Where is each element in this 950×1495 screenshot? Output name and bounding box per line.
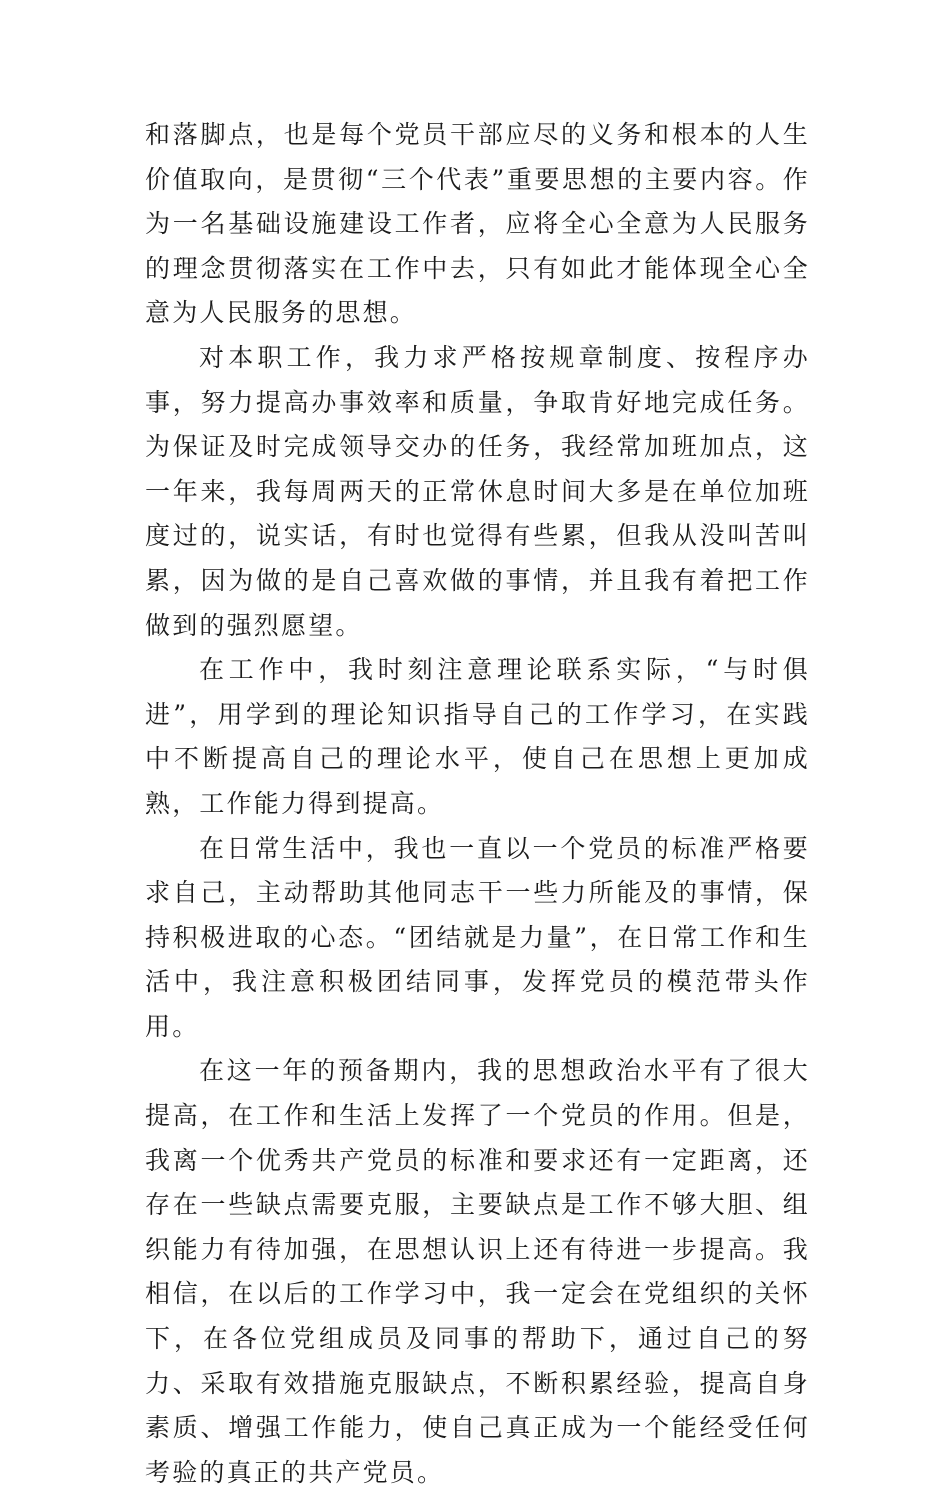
paragraph-daily-life: 在日常生活中，我也一直以一个党员的标准严格要求自己，主动帮助其他同志干一些力所能及的事情，保持积极进取的心态。“团结就是力量”，在日常工作和生活中，我注意积极团结同事，发挥党员的模范带头作用。	[145, 833, 810, 1041]
paragraph-continuation: 和落脚点，也是每个党员干部应尽的义务和根本的人生价值取向，是贯彻“三个代表”重要思想的主要内容。作为一名基础设施建设工作者，应将全心全意为人民服务的理念贯彻落实在工作中去，只有如此才能体现全心全意为人民服务的思想。	[145, 120, 810, 328]
document-body	[145, 113, 810, 1495]
paragraph-summary: 在这一年的预备期内，我的思想政治水平有了很大提高，在工作和生活上发挥了一个党员的作用。但是，我离一个优秀共产党员的标准和要求还有一定距离，还存在一些缺点需要克服，主要缺点是工作不够大胆、组织能力有待加强，在思想认识上还有待进一步提高。我相信，在以后的工作学习中，我一定会在党组织的关怀下，在各位党组成员及同事的帮助下，通过自己的努力、采取有效措施克服缺点，不断积累经验，提高自身素质、增强工作能力，使自己真正成为一个能经受任何考验的真正的共产党员。	[145, 1056, 810, 1487]
paragraph-theory-practice: 在工作中，我时刻注意理论联系实际，“与时俱进”，用学到的理论知识指导自己的工作学习，在实践中不断提高自己的理论水平，使自己在思想上更加成熟，工作能力得到提高。	[145, 655, 810, 818]
paragraph-work-duties: 对本职工作，我力求严格按规章制度、按程序办事，努力提高办事效率和质量，争取肯好地完成任务。为保证及时完成领导交办的任务，我经常加班加点，这一年来，我每周两天的正常休息时间大多是在单位加班度过的，说实话，有时也觉得有些累，但我从没叫苦叫累，因为做的是自己喜欢做的事情，并且我有着把工作做到的强烈愿望。	[145, 342, 810, 640]
